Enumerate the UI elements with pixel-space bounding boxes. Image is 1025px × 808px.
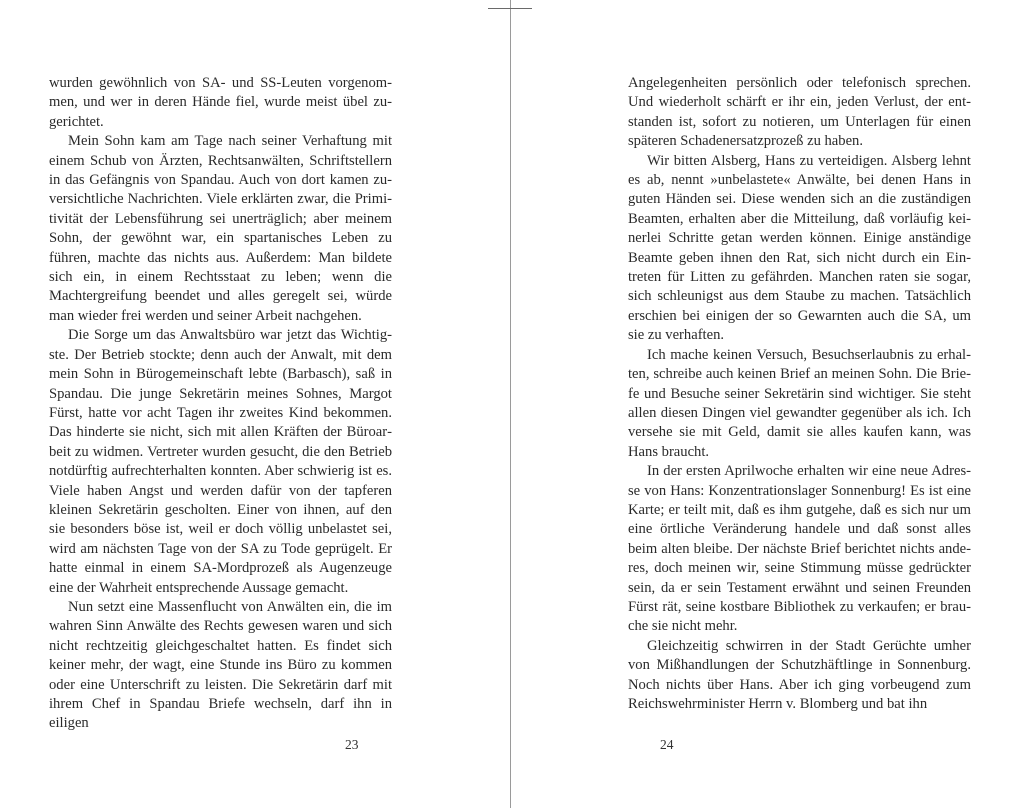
page-number-left: 23: [345, 737, 359, 752]
right-page-text: [628, 74, 971, 714]
paragraph: Gleichzeitig schwirren in der Stadt Gerüchte umher von Mißhandlungen der Schutzhäftlinge in Sonnenburg. Noch nichts über Hans. Aber ich ging vorbeugend zum Reichswehrminister Herrn v. Blomberg und bat ihn: [628, 637, 971, 712]
book-spine-divider: [510, 0, 511, 808]
paragraph: Die Sorge um das Anwaltsbüro war jetzt das Wichtigste. Der Betrieb stockte; denn auch der Anwalt, mit dem mein Sohn in Bürogemeinschaft lebte (Barbasch), saß in Spandau. Die junge Sekretärin meines Sohnes, Margot Fürst, hatte vor acht Tagen ihr zweites Kind bekommen. Das hinderte sie nicht, sich mit allen Kräften der Büroarbeit zu widmen. Vertreter wurden gesucht, die den Betrieb notdürftig aufrechterhalten konnten. Aber schwierig ist es. Viele haben Angst und werden dafür von der tapferen kleinen Sekretärin gescholten. Einer von ihnen, auf den sie besonders böse ist, weil er doch völlig unbelastet sei, wird am nächsten Tage von der SA zu Tode geprügelt. Er hatte einmal in einem SA-Mordprozeß als Augenzeuge eine der Wahrheit entsprechende Aussage gemacht.: [49, 327, 392, 596]
paragraph: wurden gewöhnlich von SA- und SS-Leuten vorgenommen, und wer in deren Hände fiel, wurde meist übel zugerichtet.: [49, 75, 392, 130]
paragraph: Nun setzt eine Massenflucht von Anwälten ein, die im wahren Sinn Anwälte des Rechts gewesen waren und sich nicht rechtzeitig gleichgeschaltet hatten. Es findet sich keiner mehr, der wagt, eine Stunde ins Büro zu kommen oder eine Unterschrift zu leisten. Die Sekretärin darf mit ihrem Chef in Spandau Briefe wechseln, darf ihn in eiligen: [49, 598, 392, 732]
paragraph: Ich mache keinen Versuch, Besuchserlaubnis zu erhalten, schreibe auch keinen Brief an meinen Sohn. Die Briefe und Besuche seiner Sekretärin sind wichtiger. Sie steht allen diesen Dingen viel gewandter gegenüber als ich. Ich versehe sie mit Geld, damit sie alles kaufen kann, was Hans braucht.: [628, 346, 971, 460]
crop-mark: [488, 8, 532, 9]
page-number-right: 24: [660, 737, 674, 752]
left-page-text: [49, 74, 392, 734]
paragraph: Mein Sohn kam am Tage nach seiner Verhaftung mit einem Schub von Ärzten, Rechtsanwälten, Schriftstellern in das Gefängnis von Spandau. Auch von dort kamen zuversichtliche Nachrichten. Viele erklärten zwar, die Primitivität der Lebensführung sei unerträglich; aber meinem Sohn, der gewöhnt war, ein spartanisches Leben zu führen, machte das nichts aus. Außerdem: Man bildete sich ein, in einem Rechtsstaat zu leben; wenn die Machtergreifung beendet und alles geregelt sei, würde man wieder frei werden und seiner Arbeit nachgehen.: [49, 133, 392, 324]
paragraph: Wir bitten Alsberg, Hans zu verteidigen. Alsberg lehnt es ab, nennt »unbelastete« Anwälte, bei denen Hans in guten Händen sei. Diese wenden sich an die zuständigen Beamten, erhalten aber die Mitteilung, daß vorläufig keinerlei Schritte getan werden können. Einige anständige Beamte geben ihnen den Rat, sich nicht durch ein Eintreten für Litten zu gefährden. Manchen raten sie sogar, sich schleunigst aus dem Staube zu machen. Tatsächlich erschien bei einigen der so Gewarnten auch die SA, um sie zu verhaften.: [628, 152, 971, 344]
paragraph: Angelegenheiten persönlich oder telefonisch sprechen. Und wiederholt schärft er ihr ein, jeden Verlust, der entstanden ist, sofort zu notieren, um Unterlagen für einen späteren Schadenersatzprozeß zu haben.: [628, 75, 971, 150]
paragraph: In der ersten Aprilwoche erhalten wir eine neue Adresse von Hans: Konzentrationslager Sonnenburg! Es ist eine Karte; er teilt mit, daß es ihm gutgehe, daß es sich nur um eine örtliche Veränderung handele und daß sonst alles beim alten bleibe. Der nächste Brief berichtet nichts anderes, doch meinen wir, seine Stimmung müsse gedrückter sein, da er sein Testament erwähnt und seinen Freunden Fürst rät, seine kostbare Bibliothek zu verkaufen; er brauche sie nicht mehr.: [628, 463, 971, 635]
